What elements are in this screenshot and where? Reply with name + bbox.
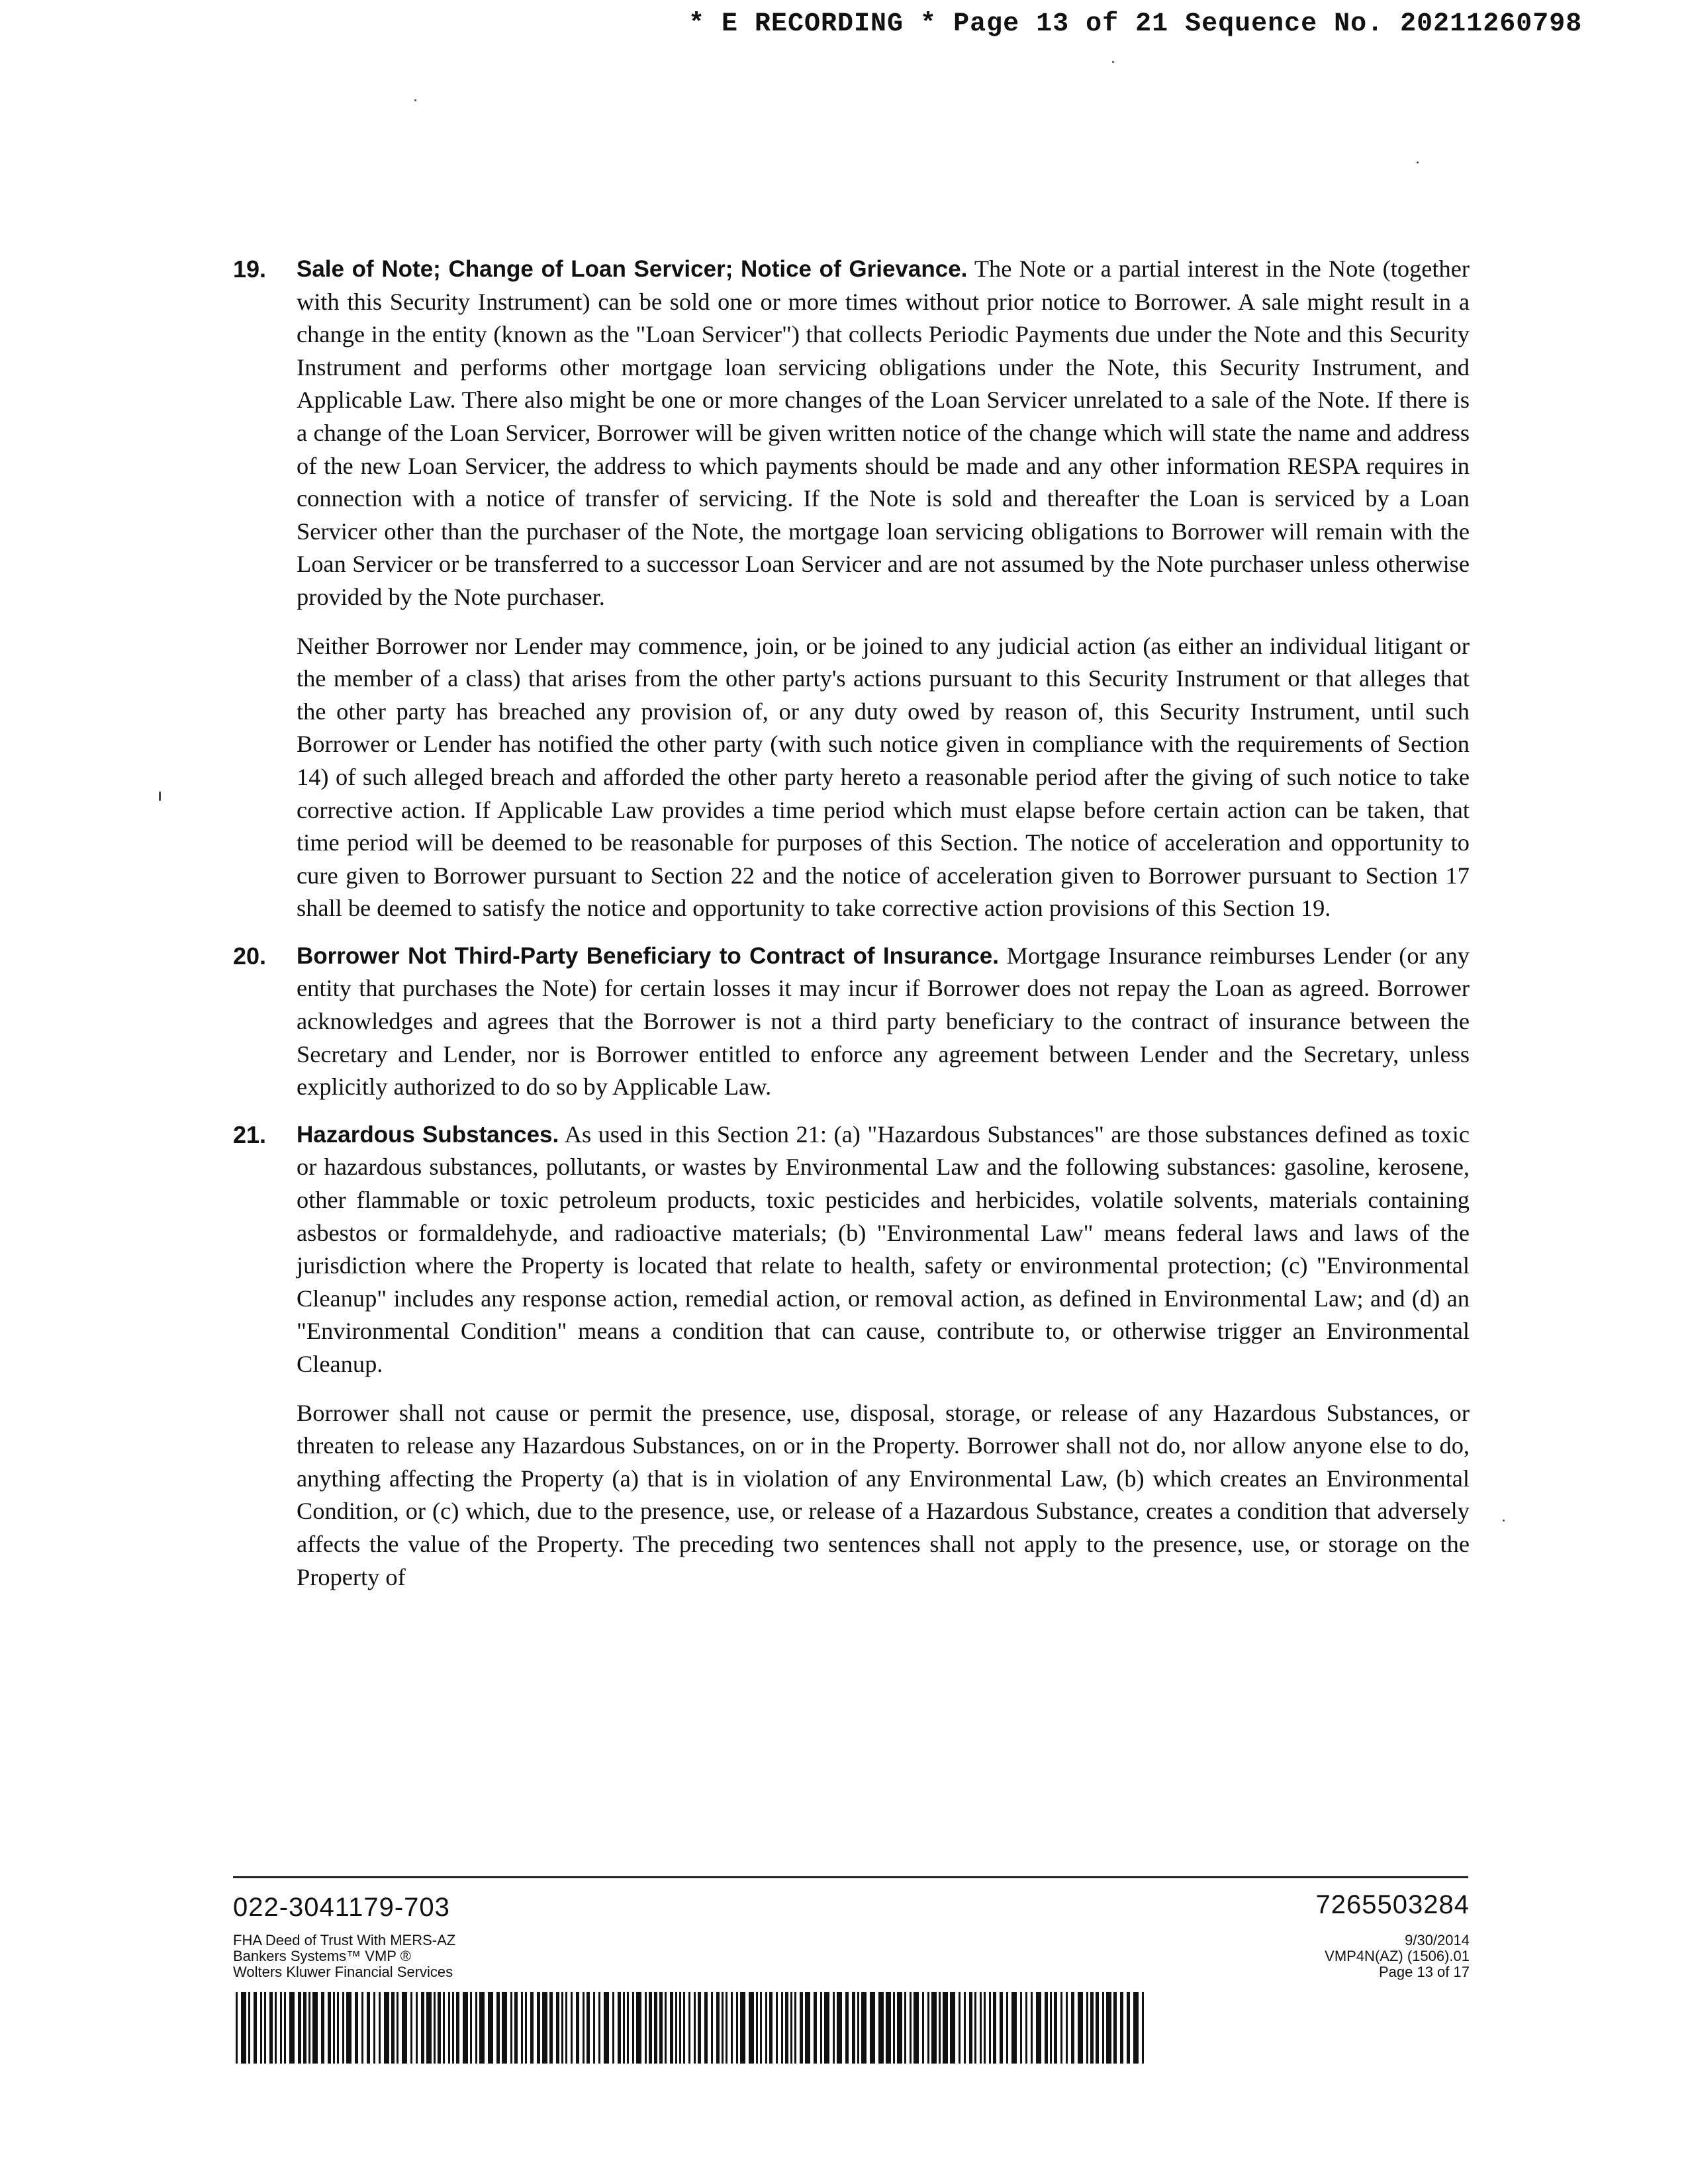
barcode-bar xyxy=(308,1992,310,2064)
barcode xyxy=(236,1992,1149,2064)
barcode-bar xyxy=(688,1992,690,2064)
section-21 xyxy=(233,1118,1470,1594)
barcode-bar xyxy=(897,1992,902,2064)
barcode-bar xyxy=(726,1992,727,2064)
barcode-bar xyxy=(989,1992,991,2064)
barcode-bar xyxy=(236,1992,238,2064)
barcode-bar xyxy=(959,1992,961,2064)
barcode-bar xyxy=(852,1992,855,2064)
barcode-bar xyxy=(397,1992,399,2064)
barcode-bar xyxy=(402,1992,407,2064)
barcode-bar xyxy=(549,1992,553,2064)
barcode-bar xyxy=(561,1992,563,2064)
barcode-bar xyxy=(776,1992,778,2064)
barcode-bar xyxy=(248,1992,250,2064)
barcode-bar xyxy=(683,1992,685,2064)
barcode-bar xyxy=(1120,1992,1123,2064)
barcode-bar xyxy=(1031,1992,1033,2064)
section-body xyxy=(297,253,1470,925)
form-page: Page 13 of 17 xyxy=(1378,1964,1470,1980)
barcode-bar xyxy=(861,1992,867,2064)
barcode-bar xyxy=(1036,1992,1041,2064)
paragraph: Neither Borrower nor Lender may commence, join, or be joined to any judicial action (as either an individual litigant or the member of a class) that arises from the other party's actions pursuant to this Security Instrument or that alleges that the other party has breached any provision of, or any duty owed by reason of, this Security Instrument, until such Borrower or Lender has notified the other party (with such notice given in compliance with the requirements of Section 14) of such alleged breach and afforded the other party hereto a reasonable period after the giving of such notice to take corrective action. If Applicable Law provides a time period which must elapse before certain action can be taken, that time period will be deemed to be reasonable for purposes of this Section. The notice of acceleration and opportunity to cure given to Borrower pursuant to Section 22 and the notice of acceleration given to Borrower pursuant to Section 17 shall be deemed to satisfy the notice and opportunity to take corrective action provisions of this Section 19. xyxy=(297,632,1470,922)
footer-divider xyxy=(233,1876,1468,1878)
barcode-bar xyxy=(496,1992,500,2064)
barcode-bar xyxy=(893,1992,895,2064)
barcode-bar xyxy=(542,1992,547,2064)
barcode-bar xyxy=(1142,1992,1144,2064)
barcode-bar xyxy=(521,1992,523,2064)
loan-number: 022-3041179-703 xyxy=(233,1893,450,1922)
barcode-bar xyxy=(379,1992,381,2064)
paragraph xyxy=(297,1118,1470,1381)
barcode-bar xyxy=(886,1992,891,2064)
barcode-bar xyxy=(1078,1992,1083,2064)
barcode-bar xyxy=(870,1992,875,2064)
barcode-bar xyxy=(800,1992,803,2064)
barcode-bar xyxy=(367,1992,370,2064)
barcode-bar xyxy=(805,1992,810,2064)
barcode-bar xyxy=(785,1992,788,2064)
barcode-bar xyxy=(665,1992,667,2064)
paragraph-text: As used in this Section 21: (a) "Hazardous Substances" are those substances defined as toxic or hazardous substances, pollutants, or wastes by Environmental Law and the following substances: gasoline, kerosene, other flammable or toxic petroleum products, toxic pesticides and herbicides, volatile solvents, materials containing asbestos or formaldehyde, and radioactive materials; (b) "Environmental Law" means federal laws and laws of the jurisdiction where the Property is located that relate to health, safety or environmental protection; (c) "Environmental Cleanup" includes any response action, remedial action, or removal action, as defined in Environmental Law; and (d) an "Environmental Condition" means a condition that can cause, contribute to, or otherwise trigger an Environmental Cleanup. xyxy=(297,1120,1470,1377)
section-number: 20. xyxy=(233,942,267,970)
barcode-bar xyxy=(704,1992,708,2064)
scan-speck xyxy=(414,99,416,101)
barcode-bar xyxy=(355,1992,358,2064)
barcode-bar xyxy=(328,1992,331,2064)
barcode-bar xyxy=(993,1992,996,2064)
barcode-bar xyxy=(623,1992,625,2064)
barcode-bar xyxy=(342,1992,344,2064)
barcode-bar xyxy=(421,1992,424,2064)
barcode-bar xyxy=(426,1992,432,2064)
barcode-bar xyxy=(645,1992,647,2064)
barcode-bar xyxy=(312,1992,318,2064)
barcode-bar xyxy=(361,1992,363,2064)
barcode-bar xyxy=(434,1992,436,2064)
barcode-bar xyxy=(1090,1992,1094,2064)
barcode-bar xyxy=(298,1992,301,2064)
barcode-bar xyxy=(731,1992,733,2064)
barcode-bar xyxy=(980,1992,982,2064)
barcode-bar xyxy=(410,1992,412,2064)
barcode-bar xyxy=(452,1992,454,2064)
section-body xyxy=(297,1118,1470,1594)
barcode-bar xyxy=(769,1992,773,2064)
barcode-bar xyxy=(488,1992,493,2064)
scan-speck xyxy=(159,792,161,801)
barcode-bar xyxy=(556,1992,559,2064)
scan-speck xyxy=(1112,61,1114,63)
barcode-bar xyxy=(537,1992,540,2064)
barcode-bar xyxy=(241,1992,246,2064)
section-heading: Borrower Not Third-Party Beneficiary to Contract of Insurance. xyxy=(297,942,999,969)
barcode-bar xyxy=(698,1992,701,2064)
document-body xyxy=(233,253,1470,1608)
barcode-bar xyxy=(583,1992,585,2064)
barcode-bar xyxy=(1025,1992,1027,2064)
barcode-bar xyxy=(820,1992,822,2064)
paragraph-text: Mortgage Insurance reimburses Lender (or any entity that purchases the Note) for certain losses it may incur if Borrower does not repay the Loan as agreed. Borrower acknowledges and agrees that the Borrower is not a third party beneficiary to the contract of insurance between the Secretary and Lender, nor is Borrower entitled to enforce any agreement between Lender and the Secretary, unless explicitly authorized to do so by Applicable Law. xyxy=(297,942,1470,1101)
barcode-bar xyxy=(416,1992,418,2064)
form-name: FHA Deed of Trust With MERS-AZ xyxy=(233,1932,456,1948)
barcode-bar xyxy=(443,1992,445,2064)
barcode-bar xyxy=(438,1992,441,2064)
section-20 xyxy=(233,940,1470,1104)
paragraph xyxy=(297,940,1470,1104)
section-heading: Sale of Note; Change of Loan Servicer; Notice of Grievance. xyxy=(297,256,968,282)
barcode-bar xyxy=(530,1992,534,2064)
barcode-bar xyxy=(1011,1992,1017,2064)
scan-speck xyxy=(1417,161,1419,163)
barcode-bar xyxy=(904,1992,906,2064)
barcode-bar xyxy=(456,1992,459,2064)
barcode-bar xyxy=(1000,1992,1003,2064)
barcode-bar xyxy=(479,1992,485,2064)
barcode-bar xyxy=(571,1992,573,2064)
form-code: VMP4N(AZ) (1506).01 xyxy=(1325,1948,1470,1964)
barcode-bar xyxy=(756,1992,758,2064)
barcode-bar xyxy=(1045,1992,1048,2064)
barcode-bar xyxy=(654,1992,657,2064)
barcode-bar xyxy=(694,1992,696,2064)
barcode-bar xyxy=(384,1992,389,2064)
barcode-bar xyxy=(1106,1992,1111,2064)
recording-stamp: * E RECORDING * Page 13 of 21 Sequence No. 20211260798 xyxy=(688,9,1583,39)
barcode-bar xyxy=(794,1992,796,2064)
barcode-bar xyxy=(765,1992,767,2064)
vendor-name: Bankers Systems™ VMP ® xyxy=(233,1948,411,1964)
section-body xyxy=(297,940,1470,1104)
barcode-bar xyxy=(1050,1992,1052,2064)
barcode-bar xyxy=(1113,1992,1117,2064)
barcode-bar xyxy=(910,1992,912,2064)
barcode-bar xyxy=(1071,1992,1074,2064)
paragraph xyxy=(297,253,1470,614)
section-heading: Hazardous Substances. xyxy=(297,1121,559,1148)
barcode-bar xyxy=(964,1992,966,2064)
barcode-bar xyxy=(814,1992,817,2064)
barcode-bar xyxy=(346,1992,352,2064)
barcode-bar xyxy=(627,1992,629,2064)
scan-speck xyxy=(1503,1520,1505,1522)
barcode-bar xyxy=(612,1992,614,2064)
barcode-bar xyxy=(974,1992,976,2064)
barcode-bar xyxy=(845,1992,849,2064)
barcode-bar xyxy=(857,1992,859,2064)
barcode-bar xyxy=(927,1992,929,2064)
min-number: 7265503284 xyxy=(1315,1890,1470,1919)
barcode-bar xyxy=(303,1992,306,2064)
barcode-bar xyxy=(525,1992,527,2064)
form-info-left xyxy=(233,1933,455,1980)
barcode-bar xyxy=(289,1992,295,2064)
barcode-bar xyxy=(833,1992,835,2064)
barcode-bar xyxy=(1054,1992,1057,2064)
barcode-bar xyxy=(943,1992,948,2064)
barcode-bar xyxy=(260,1992,262,2064)
barcode-bar xyxy=(280,1992,282,2064)
barcode-bar xyxy=(470,1992,472,2064)
paragraph: Borrower shall not cause or permit the presence, use, disposal, storage, or release of any Hazardous Substances, or threaten to release any Hazardous Substances, on or in the Property. Borrower shall not do, nor allow anyone else to do, anything affecting the Property (a) that is in violation of any Environmental Law, (b) which creates an Environmental Condition, or (c) which, due to the presence, use, or release of a Hazardous Substance, creates a condition that adversely affects the value of the Property. The preceding two sentences shall not apply to the presence, use, or storage on the Property of xyxy=(297,1399,1470,1590)
barcode-bar xyxy=(649,1992,652,2064)
barcode-bar xyxy=(736,1992,738,2064)
barcode-bar xyxy=(931,1992,937,2064)
barcode-bar xyxy=(749,1992,754,2064)
barcode-bar xyxy=(969,1992,972,2064)
barcode-bar xyxy=(510,1992,512,2064)
barcode-bar xyxy=(1006,1992,1008,2064)
barcode-bar xyxy=(391,1992,395,2064)
barcode-bar xyxy=(675,1992,677,2064)
barcode-bar xyxy=(264,1992,266,2064)
barcode-bar xyxy=(781,1992,783,2064)
barcode-bar xyxy=(321,1992,324,2064)
barcode-bar xyxy=(1086,1992,1088,2064)
barcode-bar xyxy=(837,1992,842,2064)
barcode-bar xyxy=(922,1992,924,2064)
barcode-bar xyxy=(1133,1992,1139,2064)
barcode-bar xyxy=(337,1992,339,2064)
barcode-bar xyxy=(576,1992,579,2064)
barcode-bar xyxy=(636,1992,641,2064)
barcode-bar xyxy=(939,1992,941,2064)
barcode-bar xyxy=(275,1992,277,2064)
barcode-bar xyxy=(1127,1992,1130,2064)
barcode-bar xyxy=(1060,1992,1062,2064)
form-date: 9/30/2014 xyxy=(1405,1932,1470,1948)
barcode-bar xyxy=(618,1992,621,2064)
barcode-bar xyxy=(1020,1992,1022,2064)
barcode-bar xyxy=(598,1992,600,2064)
barcode-bar xyxy=(824,1992,829,2064)
barcode-bar xyxy=(333,1992,335,2064)
barcode-bar xyxy=(284,1992,286,2064)
section-number: 21. xyxy=(233,1120,267,1148)
barcode-bar xyxy=(1102,1992,1104,2064)
barcode-bar xyxy=(593,1992,595,2064)
barcode-bar xyxy=(586,1992,590,2064)
barcode-bar xyxy=(740,1992,745,2064)
barcode-bar xyxy=(632,1992,634,2064)
barcode-bar xyxy=(502,1992,507,2064)
barcode-bar xyxy=(448,1992,450,2064)
barcode-bar xyxy=(475,1992,477,2064)
publisher-name: Wolters Kluwer Financial Services xyxy=(233,1964,453,1980)
barcode-bar xyxy=(514,1992,518,2064)
barcode-bar xyxy=(722,1992,724,2064)
form-info-right xyxy=(1325,1933,1470,1980)
barcode-bar xyxy=(716,1992,720,2064)
paragraph-text: The Note or a partial interest in the Note (together with this Security Instrument) can be sold one or more times without prior notice to Borrower. A sale might result in a change in the entity (known as the "Loan Servicer") that collects Periodic Payments due under the Note and this Security Instrument and performs other mortgage loan servicing obligations under the Note, this Security Instrument, and Applicable Law. There also might be one or more changes of the Loan Servicer unrelated to a sale of the Note. If there is a change of the Loan Servicer, Borrower will be given written notice of the change which will state the name and address of the new Loan Servicer, the address to which payments should be made and any other information RESPA requires in connection with a notice of transfer of servicing. If the Note is sold and thereafter the Loan is serviced by a Loan Servicer other than the purchaser of the Note, the mortgage loan servicing obligations to Borrower will remain with the Loan Servicer or be transferred to a successor Loan Servicer and are not assumed by the Note purchaser unless otherwise provided by the Note purchaser. xyxy=(297,255,1470,610)
barcode-bar xyxy=(914,1992,919,2064)
barcode-bar xyxy=(760,1992,762,2064)
barcode-bar xyxy=(950,1992,955,2064)
barcode-bar xyxy=(790,1992,792,2064)
barcode-bar xyxy=(373,1992,375,2064)
barcode-bar xyxy=(1096,1992,1099,2064)
barcode-bar xyxy=(254,1992,257,2064)
barcode-bar xyxy=(1066,1992,1068,2064)
section-number: 19. xyxy=(233,255,267,283)
barcode-bar xyxy=(670,1992,673,2064)
barcode-bar xyxy=(565,1992,567,2064)
barcode-bar xyxy=(463,1992,468,2064)
barcode-bar xyxy=(984,1992,986,2064)
barcode-bar xyxy=(659,1992,663,2064)
barcode-bar xyxy=(878,1992,884,2064)
barcode-bar xyxy=(711,1992,713,2064)
section-19 xyxy=(233,253,1470,925)
barcode-bar xyxy=(269,1992,273,2064)
barcode-bar xyxy=(679,1992,681,2064)
barcode-bar xyxy=(604,1992,609,2064)
